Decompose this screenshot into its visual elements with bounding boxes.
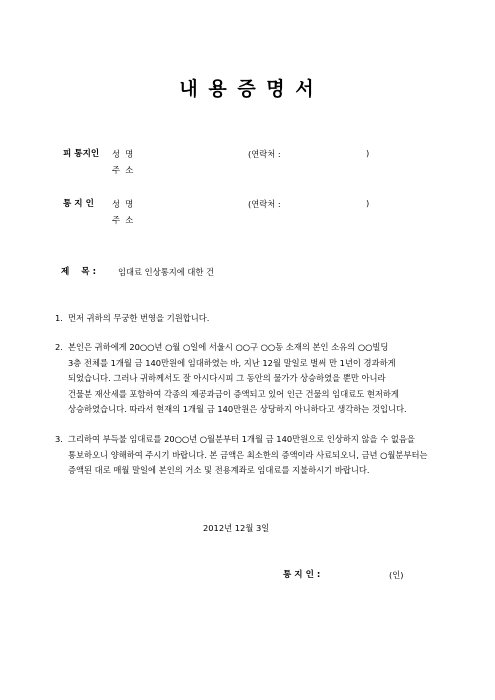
paragraph-line: 되었습니다. 그러나 귀하께서도 잘 아시다시피 그 동안의 물가가 상승하였을 뿐만 아니라: [68, 373, 386, 384]
signature-label: 통 지 인 :: [283, 570, 321, 580]
subject-text: 임대료 인상통지에 대한 건: [118, 267, 215, 277]
recipient-name-label: 성 명: [112, 149, 134, 159]
recipient-label: 피 통지인: [63, 149, 100, 159]
paragraph-line: 통보하오니 양해하여 주시기 바랍니다. 본 금액은 최소한의 증액이라 사료되오니, 금년 ○월분부터는: [68, 449, 428, 460]
paragraph-number: 1.: [55, 313, 63, 323]
signature-seal: (인): [389, 570, 404, 580]
paragraph-line: 증액된 대로 매월 말일에 본인의 거소 및 전용계좌로 임대료를 지불하시기 바랍니다.: [68, 465, 370, 476]
paragraph-line: 상승하였습니다. 따라서 현재의 1개월 금 140만원은 상당하지 아니하다고 생각하는 것입니다.: [68, 404, 407, 415]
paragraph-line: 건물분 재산세를 포함하여 각종의 제공과금이 증액되고 있어 인근 건물의 임대료도 현저하게: [68, 388, 399, 399]
sender-contact-close: ): [366, 198, 370, 208]
paragraph-number: 2.: [55, 342, 63, 352]
sender-label: 통 지 인: [63, 199, 94, 209]
document-title: 내 용 증 명 서: [179, 78, 316, 100]
sender-name-label: 성 명: [112, 199, 134, 209]
sender-address-label: 주 소: [112, 215, 134, 225]
paragraph-number: 3.: [55, 434, 63, 444]
document-date: 2012년 12월 3일: [203, 523, 270, 533]
paragraph-line: 본인은 귀하에게 20○○년 ○월 ○일에 서울시 ○○구 ○○동 소재의 본인 소유의 ○○빌딩: [68, 342, 389, 352]
paragraph-line: 먼저 귀하의 무궁한 번영을 기원합니다.: [68, 313, 210, 323]
subject-label: 제 목 :: [61, 267, 96, 277]
sender-contact-open: (연락처 :: [248, 199, 281, 209]
recipient-contact-open: (연락처 :: [248, 149, 281, 159]
paragraph-line: 그리하여 부득불 임대료를 20○○년 ○월분부터 1개월 금 140만원으로 인상하지 않을 수 없음을: [68, 434, 415, 444]
paragraph-line: 3층 전체를 1개월 금 140만원에 임대하였는 바, 지난 12월 말일로 벌써 만 1년이 경과하게: [68, 357, 396, 368]
recipient-contact-close: ): [366, 148, 370, 158]
recipient-address-label: 주 소: [112, 165, 134, 175]
